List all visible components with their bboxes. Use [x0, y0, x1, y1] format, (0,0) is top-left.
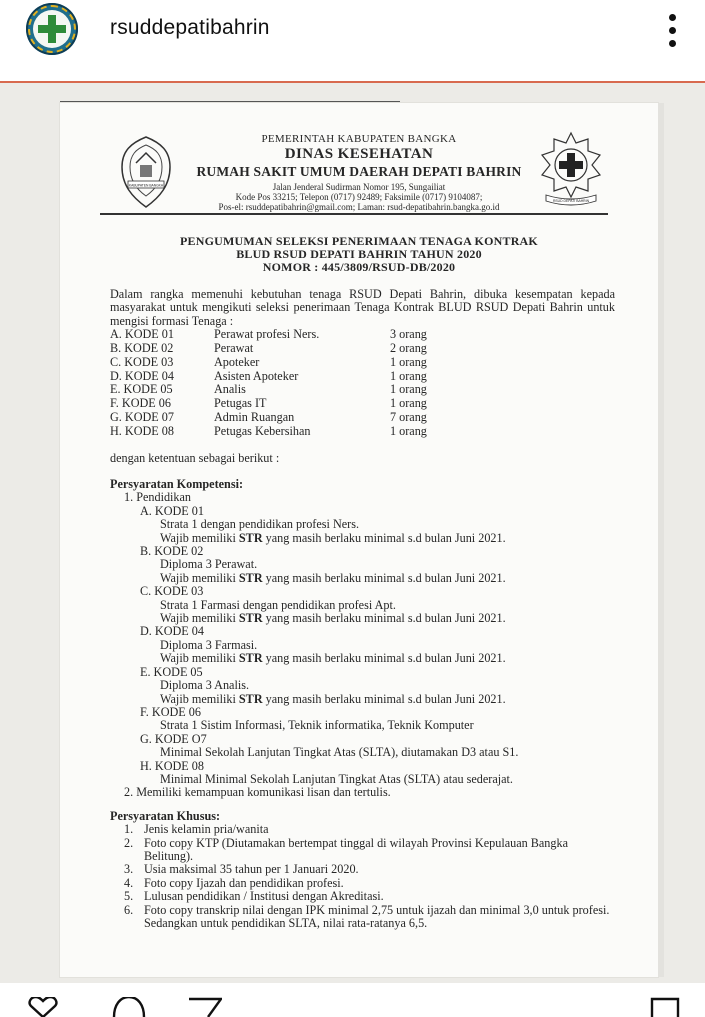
position-code: H. KODE 08 — [110, 423, 174, 438]
kompetensi-code: D. KODE 04 — [140, 624, 204, 639]
khusus-number: 1. — [124, 822, 134, 837]
khusus-heading: Persyaratan Khusus: — [110, 808, 221, 823]
post-actions — [0, 983, 705, 1014]
hospital-seal-icon — [538, 129, 604, 209]
kompetensi-code: C. KODE 03 — [140, 584, 204, 599]
svg-text:KABUPATEN BANGKA: KABUPATEN BANGKA — [128, 183, 164, 188]
khusus-text: Usia maksimal 35 tahun per 1 Januari 2020. — [144, 862, 359, 877]
khusus-text: Foto copy Ijazah dan pendidikan profesi. — [144, 875, 344, 890]
position-name: Perawat — [214, 341, 254, 356]
position-code: G. KODE 07 — [110, 410, 174, 424]
kompetensi-code-g: G. KODE O7 — [140, 731, 207, 746]
position-code: A. KODE 01 — [110, 327, 174, 342]
title-line1: PENGUMUMAN SELEKSI PENERIMAAN TENAGA KONTRAK — [180, 234, 538, 248]
str-pre: Wajib memiliki — [160, 611, 239, 626]
position-row — [110, 425, 470, 439]
kompetensi-edu-f: Strata 1 Sistim Informasi, Teknik informatika, Teknik Komputer — [160, 718, 474, 733]
position-row — [110, 328, 470, 342]
letterhead-line2: DINAS KESEHATAN — [284, 146, 434, 162]
khusus-number: 5. — [124, 889, 134, 904]
position-code: C. KODE 03 — [110, 354, 174, 369]
position-name: Perawat profesi Ners. — [214, 327, 320, 342]
position-row — [110, 397, 470, 411]
kompetensi-heading: Persyaratan Kompetensi: — [110, 477, 244, 491]
share-icon[interactable] — [188, 997, 222, 1017]
paper-top-line — [60, 101, 400, 102]
letterhead-rule — [100, 213, 608, 215]
str-requirement — [110, 532, 615, 545]
position-row — [110, 370, 470, 384]
position-count: 1 orang — [390, 396, 427, 411]
str-bold: STR — [238, 570, 263, 585]
letterhead-line1: PEMERINTAH KABUPATEN BANGKA — [261, 133, 457, 145]
title-line2: BLUD RSUD DEPATI BAHRIN TAHUN 2020 — [236, 247, 482, 261]
kompetensi-edu: Diploma 3 Farmasi. — [160, 637, 258, 652]
position-count: 1 orang — [390, 423, 427, 438]
position-row — [110, 383, 470, 397]
str-requirement — [110, 612, 615, 625]
title-line3: NOMOR : 445/3809/RSUD-DB/2020 — [262, 260, 456, 274]
khusus-text: Jenis kelamin pria/wanita — [144, 822, 269, 837]
position-code: B. KODE 02 — [110, 341, 174, 356]
position-count: 3 orang — [390, 327, 427, 342]
str-pre: Wajib memiliki — [160, 651, 239, 666]
khusus-number: 3. — [124, 862, 134, 877]
avatar[interactable] — [26, 3, 78, 55]
khusus-text: Foto copy transkrip nilai dengan IPK minimal 2,75 untuk ijazah dan minimal 3,0 untuk profesi. Sedangkan untuk pendidikan SLTA, nilai rata-ratanya 6,5. — [144, 902, 610, 930]
username[interactable]: rsuddepatibahrin — [110, 16, 270, 39]
kompetensi-edu: Diploma 3 Perawat. — [160, 557, 258, 572]
str-post: yang masih berlaku minimal s.d bulan Juni 2021. — [262, 611, 506, 626]
position-name: Petugas IT — [214, 396, 267, 411]
kompetensi-edu: Strata 1 Farmasi dengan pendidikan profesi Apt. — [160, 597, 396, 612]
position-row — [110, 356, 470, 370]
position-count: 7 orang — [390, 410, 427, 424]
khusus-text: Lulusan pendidikan / Institusi dengan Akreditasi. — [144, 889, 384, 904]
post-header — [0, 0, 705, 80]
position-name: Asisten Apoteker — [214, 368, 299, 383]
khusus-number: 6. — [124, 902, 134, 917]
position-count: 1 orang — [390, 354, 427, 369]
kompetensi-edu: Strata 1 dengan pendidikan profesi Ners. — [160, 517, 360, 532]
khusus-item — [110, 877, 615, 890]
document-page — [60, 103, 658, 977]
str-requirement — [110, 572, 615, 585]
pendidikan-label: 1. Pendidikan — [124, 490, 192, 505]
position-code: D. KODE 04 — [110, 368, 174, 383]
str-bold: STR — [238, 691, 263, 706]
str-requirement — [110, 693, 615, 706]
heart-icon[interactable] — [28, 997, 58, 1017]
khusus-item — [110, 863, 615, 876]
kompetensi-edu-g: Minimal Sekolah Lanjutan Tingkat Atas (SLTA), diutamakan D3 atau S1. — [160, 745, 519, 760]
position-row — [110, 411, 470, 425]
position-code: E. KODE 05 — [110, 382, 173, 397]
str-bold: STR — [238, 611, 263, 626]
letterhead-address3: Pos-el: rsuddepatibahrin@gmail.com; Laman: rsud-depatibahrin.bangka.go.id — [218, 202, 500, 212]
khusus-item — [110, 823, 615, 836]
more-vertical-icon[interactable] — [663, 14, 683, 50]
announcement-body — [110, 288, 615, 930]
kompetensi-code-f: F. KODE 06 — [140, 704, 201, 719]
position-count: 2 orang — [390, 341, 427, 356]
khusus-item — [110, 890, 615, 903]
khusus-number: 4. — [124, 875, 134, 890]
khusus-item — [110, 904, 615, 931]
ketentuan-text: dengan ketentuan sebagai berikut : — [110, 450, 280, 465]
letterhead-line3: RUMAH SAKIT UMUM DAERAH DEPATI BAHRIN — [196, 164, 522, 179]
kompetensi-edu-h: Minimal Minimal Sekolah Lanjutan Tingkat Atas (SLTA) atau sederajat. — [160, 771, 513, 786]
letterhead-address2: Kode Pos 33215; Telepon (0717) 92489; Faksimile (0717) 9104087; — [235, 192, 483, 202]
svg-text:RSUD DEPATI BAHRIN: RSUD DEPATI BAHRIN — [552, 199, 590, 203]
str-pre: Wajib memiliki — [160, 570, 239, 585]
str-bold: STR — [238, 651, 263, 666]
position-row — [110, 342, 470, 356]
position-code: F. KODE 06 — [110, 396, 171, 411]
str-post: yang masih berlaku minimal s.d bulan Juni 2021. — [262, 530, 506, 545]
bookmark-icon[interactable] — [650, 997, 680, 1017]
kompetensi-code: B. KODE 02 — [140, 544, 204, 559]
announcement-title — [60, 235, 658, 274]
position-name: Petugas Kebersihan — [214, 423, 311, 438]
str-pre: Wajib memiliki — [160, 530, 239, 545]
comment-icon[interactable] — [112, 997, 146, 1017]
position-name: Apoteker — [214, 354, 260, 369]
kompetensi-item-2: 2. Memiliki kemampuan komunikasi lisan dan tertulis. — [124, 785, 391, 800]
position-name: Analis — [214, 382, 246, 397]
paper-edge — [658, 103, 664, 977]
str-post: yang masih berlaku minimal s.d bulan Juni 2021. — [262, 691, 506, 706]
kompetensi-edu: Diploma 3 Analis. — [160, 678, 250, 693]
kompetensi-code: A. KODE 01 — [140, 503, 204, 518]
kompetensi-code-h: H. KODE 08 — [140, 758, 204, 773]
khusus-number: 2. — [124, 835, 134, 850]
khusus-text: Foto copy KTP (Diutamakan bertempat tinggal di wilayah Provinsi Kepulauan Bangka Belitung). — [144, 835, 568, 863]
cross-icon-h — [38, 25, 66, 33]
str-post: yang masih berlaku minimal s.d bulan Juni 2021. — [262, 570, 506, 585]
position-count: 1 orang — [390, 368, 427, 383]
position-name: Admin Ruangan — [214, 410, 295, 424]
positions-table — [110, 328, 470, 438]
intro-paragraph: Dalam rangka memenuhi kebutuhan tenaga RSUD Depati Bahrin, dibuka kesempatan kepada masyarakat untuk mengikuti seleksi penerimaan Tenaga Kontrak BLUD RSUD Depati Bahrin untuk mengisi formasi Tenaga : — [110, 287, 615, 328]
str-post: yang masih berlaku minimal s.d bulan Juni 2021. — [262, 651, 506, 666]
str-pre: Wajib memiliki — [160, 691, 239, 706]
post-image[interactable] — [0, 83, 705, 983]
str-requirement — [110, 652, 615, 665]
letterhead-address1: Jalan Jenderal Sudirman Nomor 195, Sungailiat — [272, 182, 446, 192]
str-bold: STR — [238, 530, 263, 545]
position-count: 1 orang — [390, 382, 427, 397]
khusus-item — [110, 837, 615, 864]
kompetensi-code: E. KODE 05 — [140, 664, 203, 679]
